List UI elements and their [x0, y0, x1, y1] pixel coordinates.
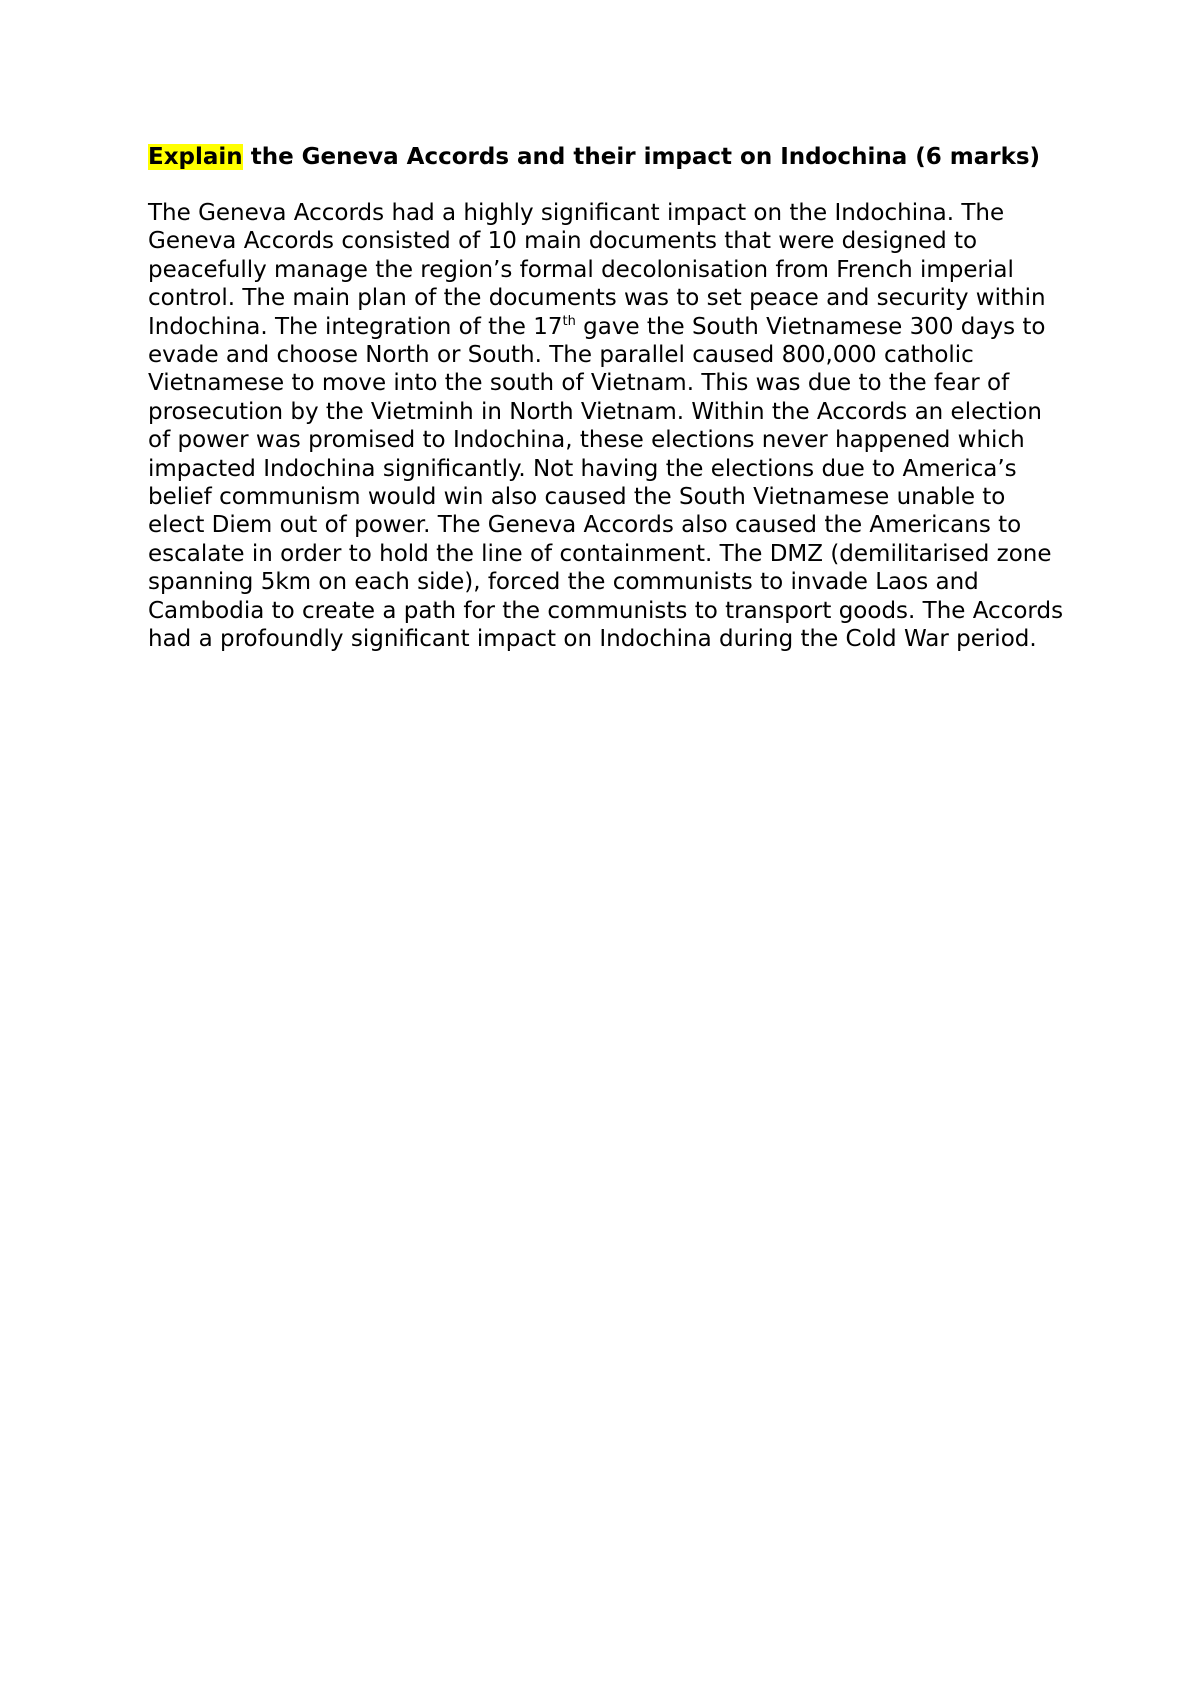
ordinal-superscript: th [562, 313, 576, 329]
document-body [148, 143, 1068, 654]
highlighted-command-word: Explain [148, 144, 243, 170]
question-text: the Geneva Accords and their impact on Indochina (6 marks) [242, 144, 1041, 170]
answer-text-part-2: gave the South Vietnamese 300 days to evade and choose North or South. The parallel caused 800,000 catholic Vietnamese to move into the south of Vietnam. This was due to the fear of prosecution by the Vietminh in North Vietnam. Within the Accords an election of power was promised to Indochina, these elections never happened which impacted Indochina significantly. Not having the elections due to America’s belief communism would win also caused the South Vietnamese unable to elect Diem out of power. The Geneva Accords also caused the Americans to escalate in order to hold the line of containment. The DMZ (demilitarised zone spanning 5km on each side), forced the communists to invade Laos and Cambodia to create a path for the communists to transport goods. The Accords had a profoundly significant impact on Indochina during the Cold War period. [148, 313, 1064, 653]
question-heading [148, 143, 1068, 171]
answer-text-part-1: The Geneva Accords had a highly significant impact on the Indochina. The Geneva Accords consisted of 10 main documents that were designed to peacefully manage the region’s formal decolonisation from French imperial control. The main plan of the documents was to set peace and security within Indochina. The integration of the 17 [148, 200, 1046, 340]
answer-paragraph [148, 199, 1068, 654]
